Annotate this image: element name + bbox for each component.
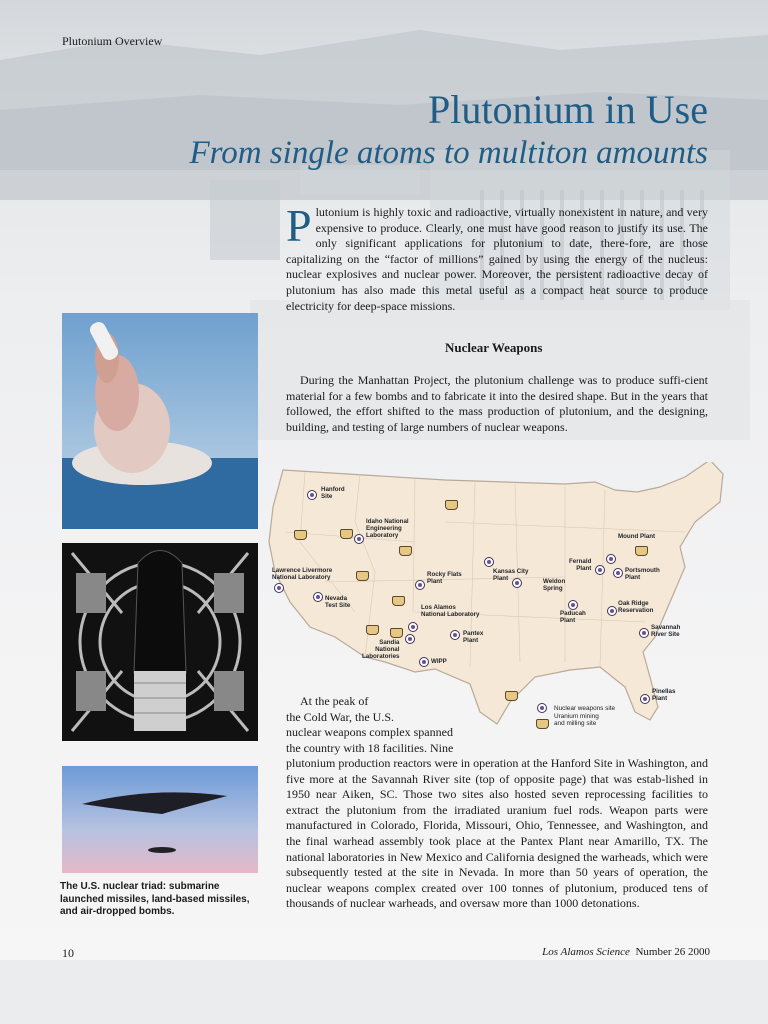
map-label-kansas: Kansas City Plant	[493, 568, 529, 582]
lead-line: nuclear weapons complex spanned	[286, 725, 453, 740]
map-label-hanford: Hanford Site	[321, 486, 345, 500]
map-label-oakridge: Oak Ridge Reservation	[618, 600, 654, 614]
site-marker-sandia	[405, 634, 415, 644]
site-marker-hanford	[307, 490, 317, 500]
map-label-losalamos: Los Alamos National Laboratory	[421, 604, 480, 618]
page-number: 10	[62, 946, 74, 960]
site-marker-idaho	[354, 534, 364, 544]
drop-cap: P	[286, 200, 312, 251]
site-marker-savannah	[639, 628, 649, 638]
site-marker-llnl	[274, 583, 284, 593]
journal-name: Los Alamos Science	[542, 946, 630, 958]
journal-footer	[542, 946, 710, 958]
site-marker-kansas	[484, 557, 494, 567]
map-label-pinellas: Pinellas Plant	[652, 688, 676, 702]
site-marker-mound	[606, 554, 616, 564]
lead-line: the country with 18 facilities. Nine	[286, 740, 454, 755]
intro-text: lutonium is highly toxic and radioactive, virtually nonexistent in nature, and very expensive to produce. Clearly, one must have good reason to justify its use. The only significant applications for plutonium to date, there-fore, are those capitalizing on the “factor of millions” gained by using the energy of the nucleus: nuclear explosives and nuclear power. Moreover, the persistent radioactive decay of plutonium has also made this metal useful as a compact heat source to produce electricity for deep-space missions.	[286, 205, 708, 313]
site-marker-rocky	[415, 580, 425, 590]
map-label-nevada: Nevada Test Site	[325, 595, 351, 609]
uranium-site-marker	[366, 625, 379, 635]
site-marker-paducah	[568, 600, 578, 610]
map-label-pantex: Pantex Plant	[463, 630, 484, 644]
journal-issue: Number 26 2000	[635, 946, 710, 958]
body-paragraph-continued: plutonium production reactors were in operation at the Hanford Site in Washington, and five more at the Savannah River site (top of opposite page) that was estab-lished in 1950 near Aiken, SC. Those two sites also hosted seven reprocessing facilities to extract the plutonium from the irradiated uranium fuel rods. Weapon parts were manufactured in Colorado, Florida, Missouri, Ohio, Tennessee, and Washington, and the final warhead assembly took place at the Pantex Plant near Amarillo, TX. The national laboratories in New Mexico and California designed the warheads, which were subsequently tested at the site in Nevada. In more than 50 years of operation, the nuclear weapons complex created over 100 tonnes of plutonium, produced tens of thousands of nuclear warheads, and oversaw more than 1000 detonations.	[286, 756, 708, 911]
legend-uranium-label: Uranium mining and milling site	[554, 713, 599, 727]
uranium-site-marker	[294, 530, 307, 540]
site-marker-pantex	[450, 630, 460, 640]
intro-paragraph	[286, 200, 708, 314]
section-heading: Nuclear Weapons	[445, 340, 543, 355]
uranium-site-marker	[392, 596, 405, 606]
site-marker-oakridge	[607, 606, 617, 616]
site-marker-wipp	[419, 657, 429, 667]
map-label-llnl: Lawrence Livermore National Laboratory	[272, 567, 333, 581]
map-label-portsmouth: Portsmouth Plant	[625, 567, 660, 581]
map-label-idaho: Idaho National Engineering Laboratory	[366, 518, 409, 539]
site-marker-fernald	[595, 565, 605, 575]
photo-caption: The U.S. nuclear triad: submarine launched missiles, land-based missiles, and air-dropped bombs.	[60, 881, 250, 917]
map-label-rocky: Rocky Flats Plant	[427, 571, 462, 585]
uranium-site-marker	[356, 571, 369, 581]
site-marker-nevada	[313, 592, 323, 602]
missile-silo-photo	[62, 543, 258, 741]
map-label-savannah: Savannah River Site	[651, 624, 681, 638]
map-label-sandia: Sandia National Laboratories	[362, 639, 400, 660]
map-label-weldon: Weldon Spring	[543, 578, 566, 592]
submarine-missile-photo	[62, 313, 258, 529]
uranium-site-marker	[399, 546, 412, 556]
map-label-mound: Mound Plant	[618, 533, 656, 540]
page-title: Plutonium in Use	[427, 87, 708, 132]
body-paragraph-lead	[286, 694, 466, 756]
uranium-site-marker	[635, 546, 648, 556]
uranium-site-marker	[340, 529, 353, 539]
uranium-site-marker	[505, 691, 518, 701]
site-marker-losalamos	[408, 622, 418, 632]
bomber-aircraft-photo	[62, 766, 258, 873]
site-marker-pinellas	[640, 694, 650, 704]
uranium-site-marker	[390, 628, 403, 638]
map-label-paducah: Paducah Plant	[560, 610, 586, 624]
body-paragraph: During the Manhattan Project, the plutonium challenge was to produce suffi-cient material for a few bombs and to fabricate it into the desired shape. But in the years that followed, the effort shifted to the mass production of plutonium, and the designing, building, and testing of large numbers of nuclear weapons.	[286, 373, 708, 434]
running-header: Plutonium Overview	[62, 34, 163, 48]
map-label-fernald: Fernald Plant	[569, 558, 592, 572]
page-subtitle: From single atoms to multiton amounts	[189, 135, 708, 171]
lead-line: the Cold War, the U.S.	[286, 709, 394, 724]
map-label-wipp: WIPP	[431, 658, 447, 665]
legend-weapons-label: Nuclear weapons site	[554, 705, 616, 712]
uranium-site-marker	[445, 500, 458, 510]
lead-line: At the peak of	[300, 694, 369, 708]
site-marker-weldon	[512, 578, 522, 588]
legend-uranium-icon	[536, 719, 549, 729]
legend-weapons-icon	[537, 703, 547, 713]
site-marker-portsmouth	[613, 568, 623, 578]
